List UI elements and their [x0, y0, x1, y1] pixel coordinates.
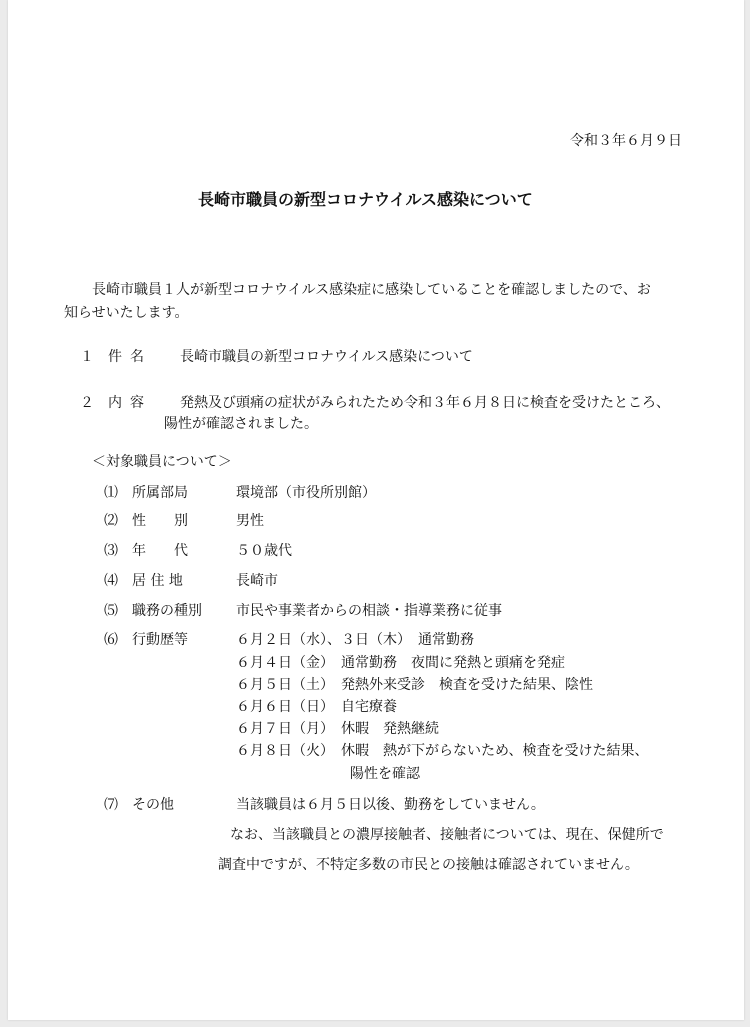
item-label-age: 年 代 [132, 543, 188, 559]
item-label-department: 所属部局 [132, 485, 188, 501]
section-1-label: 件名 [108, 349, 152, 365]
item-number: ⑹ [104, 632, 118, 648]
document-title: 長崎市職員の新型コロナウイルス感染について [198, 190, 533, 209]
item-label-activity-history: 行動歴等 [132, 632, 188, 648]
history-entry: ６月５日（土） 発熱外来受診 検査を受けた結果、陰性 [236, 677, 593, 693]
item-value-job-type: 市民や事業者からの相談・指導業務に従事 [236, 603, 502, 619]
history-entry: ６月６日（日） 自宅療養 [236, 699, 397, 715]
document-date: 令和３年６月９日 [570, 133, 682, 149]
section-2-text-line-2: 陽性が確認されました。 [164, 416, 318, 432]
item-label-other: その他 [132, 797, 174, 813]
item-label-residence: 居 住 地 [132, 573, 183, 589]
item-number: ⑸ [104, 603, 118, 619]
history-entry: ６月２日（水）、３日（木） 通常勤務 [236, 632, 474, 648]
intro-line-1: 長崎市職員１人が新型コロナウイルス感染症に感染していることを確認しましたので、お [92, 282, 651, 298]
section-2-text-line-1: 発熱及び頭痛の症状がみられたため令和３年６月８日に検査を受けたところ、 [180, 395, 670, 411]
section-1-value: 長崎市職員の新型コロナウイルス感染について [180, 349, 473, 365]
item-number: ⑴ [104, 485, 118, 501]
item-label-job-type: 職務の種別 [132, 603, 202, 619]
item-value-other: 当該職員は６月５日以後、勤務をしていません。 [236, 797, 545, 813]
intro-line-2: 知らせいたします。 [64, 305, 189, 321]
item-number: ⑶ [104, 543, 118, 559]
item-number: ⑷ [104, 573, 118, 589]
history-entry: ６月７日（月） 休暇 発熱継続 [236, 721, 439, 737]
item-value-age: ５０歳代 [236, 543, 292, 559]
section-2-number: ２ [80, 395, 94, 411]
history-entry-continuation: 陽性を確認 [350, 766, 420, 782]
item-value-residence: 長崎市 [236, 573, 278, 589]
item-label-gender: 性 別 [132, 513, 188, 529]
history-entry: ６月４日（金） 通常勤務 夜間に発熱と頭痛を発症 [236, 655, 565, 671]
item-number: ⑺ [104, 797, 118, 813]
document-page [8, 0, 744, 1020]
section-1-number: １ [80, 349, 94, 365]
history-entry: ６月８日（火） 休暇 熱が下がらないため、検査を受けた結果、 [236, 743, 649, 759]
note-line-1: なお、当該職員との濃厚接触者、接触者については、現在、保健所で [230, 827, 664, 843]
item-value-department: 環境部（市役所別館） [236, 485, 376, 501]
note-line-2: 調査中ですが、不特定多数の市民との接触は確認されていません。 [218, 857, 639, 873]
target-staff-subheading: ＜対象職員について＞ [92, 454, 232, 470]
section-2-label: 内容 [108, 395, 152, 411]
item-value-gender: 男性 [236, 513, 264, 529]
item-number: ⑵ [104, 513, 118, 529]
